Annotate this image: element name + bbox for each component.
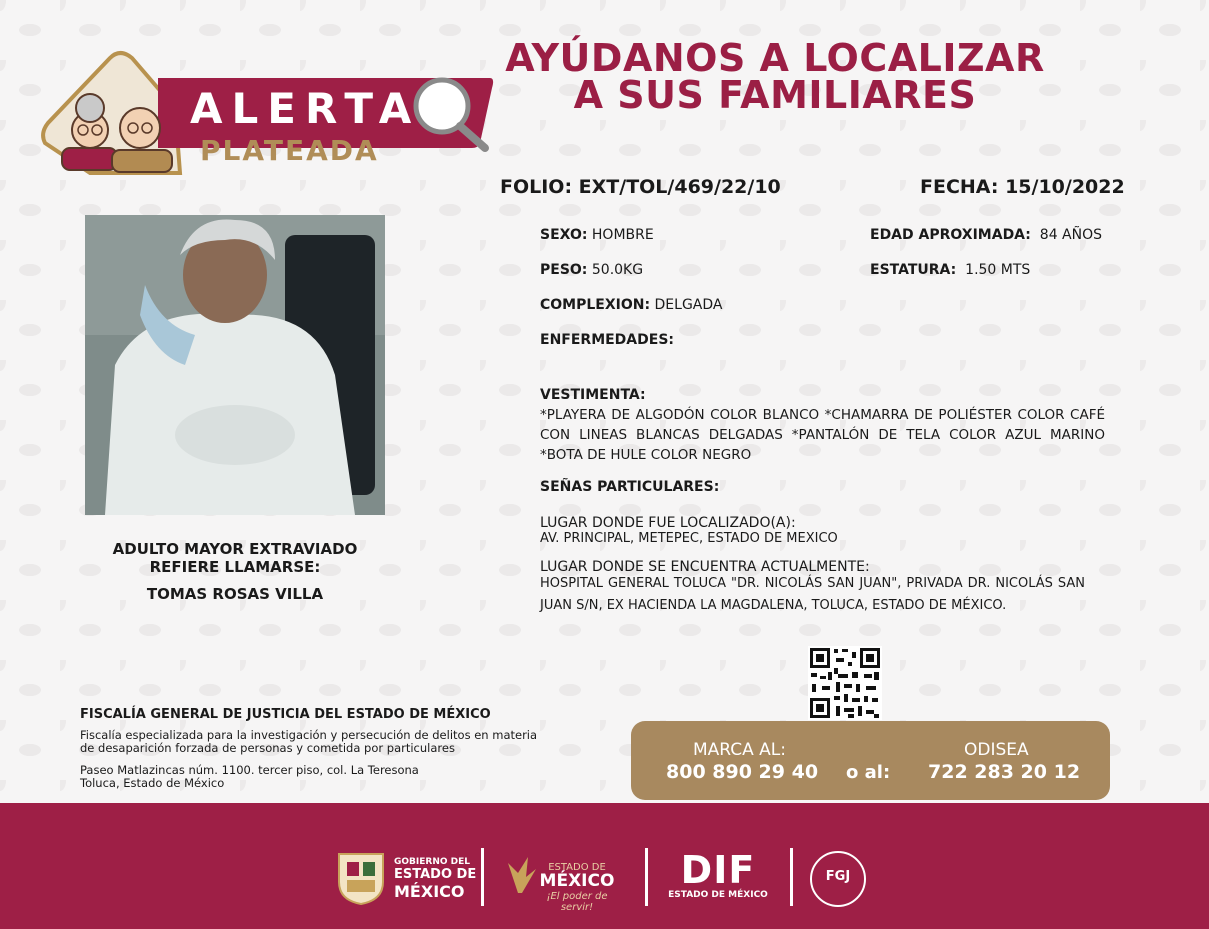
footer-divider	[481, 848, 484, 906]
dif-text: DIF	[680, 848, 756, 892]
gob-logo-text	[394, 857, 476, 901]
sexo-label: SEXO:	[540, 227, 588, 243]
vestimenta-label: VESTIMENTA:	[540, 387, 646, 403]
person-caption	[85, 540, 385, 576]
complexion-label: COMPLEXION:	[540, 297, 651, 313]
headline	[500, 36, 1050, 117]
phone-odisea[interactable]: 722 283 20 12	[928, 761, 1081, 783]
estatura-label: ESTATURA:	[870, 262, 957, 278]
actual-text: HOSPITAL GENERAL TOLUCA "DR. NICOLÁS SAN JUAN", PRIVADA DR. NICOLÁS SAN JUAN S/N, EX HACIENDA LA MAGDALENA, TOLUCA, ESTADO DE MÉXICO.	[540, 576, 1085, 613]
alerta-plateada-logo	[40, 48, 500, 178]
person-name: TOMAS ROSAS VILLA	[146, 585, 324, 603]
dif-logo	[668, 850, 768, 900]
fgj-addr-line1: Paseo Matlazincas núm. 1100. tercer piso, col. La Teresona	[80, 763, 419, 777]
edad-label: EDAD APROXIMADA:	[870, 227, 1031, 243]
fgj-seal-icon	[810, 851, 866, 907]
folio: FOLIO: EXT/TOL/469/22/10	[500, 176, 781, 198]
headline-line2: A SUS FAMILIARES	[573, 73, 977, 117]
complexion-row	[540, 297, 723, 313]
fgj-seal-text: FGJ	[825, 869, 851, 884]
estatura-value: 1.50 MTS	[965, 262, 1031, 278]
edo-line3: ¡El poder de servir!	[546, 891, 608, 913]
caption-line2: REFIERE LLAMARSE:	[149, 558, 321, 576]
complexion-value: DELGADA	[654, 297, 723, 313]
edomex-shield-icon	[335, 846, 387, 906]
senas-label: SEÑAS PARTICULARES:	[540, 479, 720, 495]
edad-row	[870, 227, 1102, 243]
gob-line3: MÉXICO	[394, 882, 465, 901]
fgj-desc-line2: de desaparición forzada de personas y cometida por particulares	[80, 741, 455, 755]
edomex-logo-text	[532, 862, 622, 913]
edo-line2: MÉXICO	[539, 871, 615, 891]
headline-line1: AYÚDANOS A LOCALIZAR	[505, 36, 1045, 80]
localizado-label: LUGAR DONDE FUE LOCALIZADO(A):	[540, 515, 796, 531]
enfermedades-label: ENFERMEDADES:	[540, 332, 675, 348]
footer-divider	[645, 848, 648, 906]
contact-box	[631, 721, 1110, 800]
phone-primary[interactable]: 800 890 29 40	[666, 761, 819, 783]
fgj-address	[80, 764, 419, 790]
fecha: FECHA: 15/10/2022	[920, 176, 1125, 198]
or-label: o al:	[846, 762, 891, 783]
fgj-desc-line1: Fiscalía especializada para la investigación y persecución de delitos en materia	[80, 728, 538, 742]
sexo-row	[540, 227, 654, 243]
qr-code[interactable]	[808, 646, 882, 720]
peso-value: 50.0KG	[591, 262, 644, 278]
footer-divider	[790, 848, 793, 906]
actual-label: LUGAR DONDE SE ENCUENTRA ACTUALMENTE:	[540, 559, 870, 575]
estatura-row	[870, 262, 1030, 278]
gob-line1: GOBIERNO DEL	[394, 857, 470, 867]
marca-label: MARCA AL:	[693, 740, 786, 760]
fgj-addr-line2: Toluca, Estado de México	[80, 776, 225, 790]
peso-label: PESO:	[540, 262, 588, 278]
peso-row	[540, 262, 643, 278]
fgj-description	[80, 729, 537, 755]
vestimenta-text: *PLAYERA DE ALGODÓN COLOR BLANCO *CHAMARRA DE POLIÉSTER COLOR CAFÉ CON LINEAS BLANCAS DELGADAS *PANTALÓN DE TELA COLOR AZUL MARINO *BOTA DE HULE COLOR NEGRO	[540, 407, 1105, 463]
logo-plateada-text: PLATEADA	[200, 134, 379, 167]
localizado-text: AV. PRINCIPAL, METEPEC, ESTADO DE MEXICO	[540, 531, 838, 546]
sexo-value: HOMBRE	[591, 227, 654, 243]
caption-line1: ADULTO MAYOR EXTRAVIADO	[112, 540, 358, 558]
missing-person-photo	[85, 215, 385, 515]
logo-alerta-text: ALERTA	[190, 84, 421, 133]
fgj-title: FISCALÍA GENERAL DE JUSTICIA DEL ESTADO DE MÉXICO	[80, 707, 491, 722]
odisea-label: ODISEA	[964, 740, 1029, 760]
edad-value: 84 AÑOS	[1039, 227, 1103, 243]
gob-line2: ESTADO DE	[394, 867, 477, 882]
dif-subtext: ESTADO DE MÉXICO	[668, 890, 768, 900]
edo-line1: ESTADO DE	[548, 862, 606, 873]
